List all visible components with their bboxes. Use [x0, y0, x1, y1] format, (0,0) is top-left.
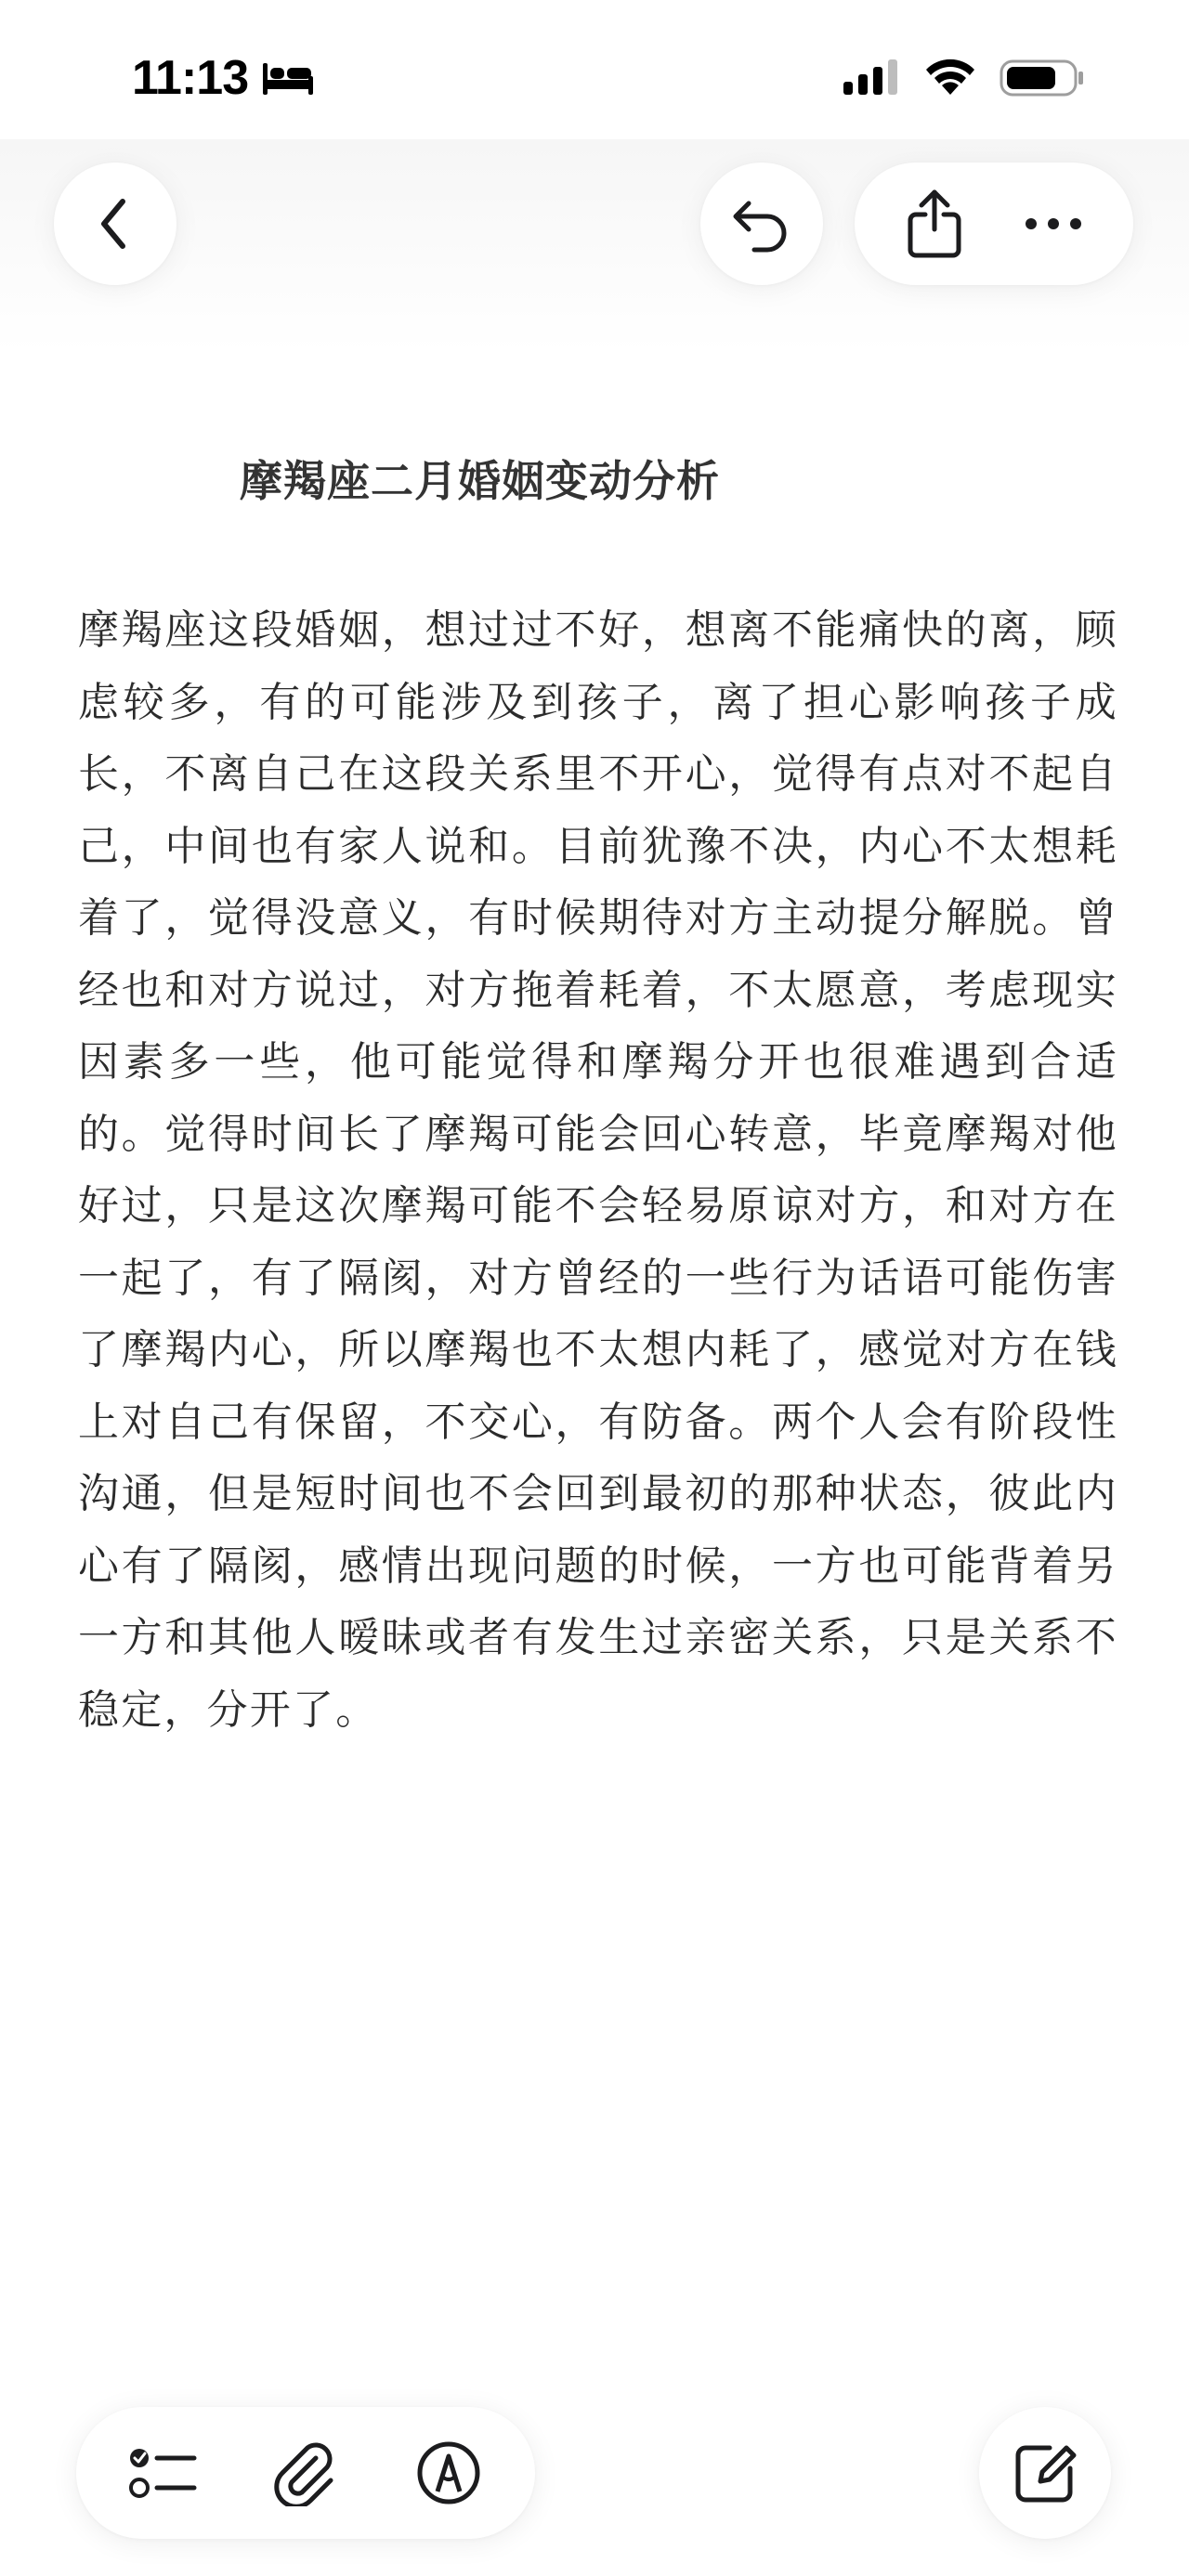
- note-title[interactable]: 摩羯座二月婚姻变动分析: [240, 456, 720, 506]
- paperclip-icon: [273, 2439, 338, 2506]
- cellular-signal-icon: [842, 58, 901, 98]
- more-options-button[interactable]: [1002, 173, 1104, 275]
- attachment-button[interactable]: [255, 2422, 357, 2524]
- markup-button[interactable]: [398, 2422, 500, 2524]
- undo-button[interactable]: [700, 163, 823, 285]
- undo-icon: [730, 194, 793, 254]
- note-actions-group: [855, 163, 1133, 285]
- status-indicators: [842, 58, 1085, 98]
- status-time: 11:13: [132, 51, 249, 105]
- share-button[interactable]: [883, 173, 986, 275]
- compose-button[interactable]: [979, 2407, 1111, 2539]
- share-icon: [905, 189, 964, 259]
- ellipsis-icon: [1024, 216, 1083, 231]
- chevron-left-icon: [93, 196, 137, 252]
- checklist-icon: [127, 2443, 198, 2503]
- compose-icon: [1013, 2440, 1078, 2505]
- battery-icon: [1000, 58, 1085, 98]
- markup-pen-icon: [415, 2439, 482, 2506]
- note-body[interactable]: 摩羯座这段婚姻，想过过不好，想离不能痛快的离，顾虑较多，有的可能涉及到孩子，离了担心影响孩子成长，不离自己在这段关系里不开心，觉得有点对不起自己，中间也有家人说和。目前犹豫不决，内心不太想耗着了，觉得没意义，有时候期待对方主动提分解脱。曾经也和对方说过，对方拖着耗着，不太愿意，考虑现实因素多一些，他可能觉得和摩羯分开也很难遇到合适的。觉得时间长了摩羯可能会回心转意，毕竟摩羯对他好过，只是这次摩羯可能不会轻易原谅对方，和对方在一起了，有了隔阂，对方曾经的一些行为话语可能伤害了摩羯内心，所以摩羯也不太想内耗了，感觉对方在钱上对自己有保留，不交心，有防备。两个人会有阶段性沟通，但是短时间也不会回到最初的那种状态，彼此内心有了隔阂，感情出现问题的时候，一方也可能背着另一方和其他人暧昧或者有发生过亲密关系，只是关系不稳定，分开了。: [78, 606, 1118, 1734]
- status-time-group: [132, 50, 315, 106]
- status-bar: [0, 0, 1189, 139]
- checklist-button[interactable]: [111, 2422, 214, 2524]
- wifi-icon: [921, 58, 979, 98]
- bottom-toolbar: [76, 2407, 535, 2539]
- back-button[interactable]: [54, 163, 176, 285]
- bed-icon: [261, 59, 315, 97]
